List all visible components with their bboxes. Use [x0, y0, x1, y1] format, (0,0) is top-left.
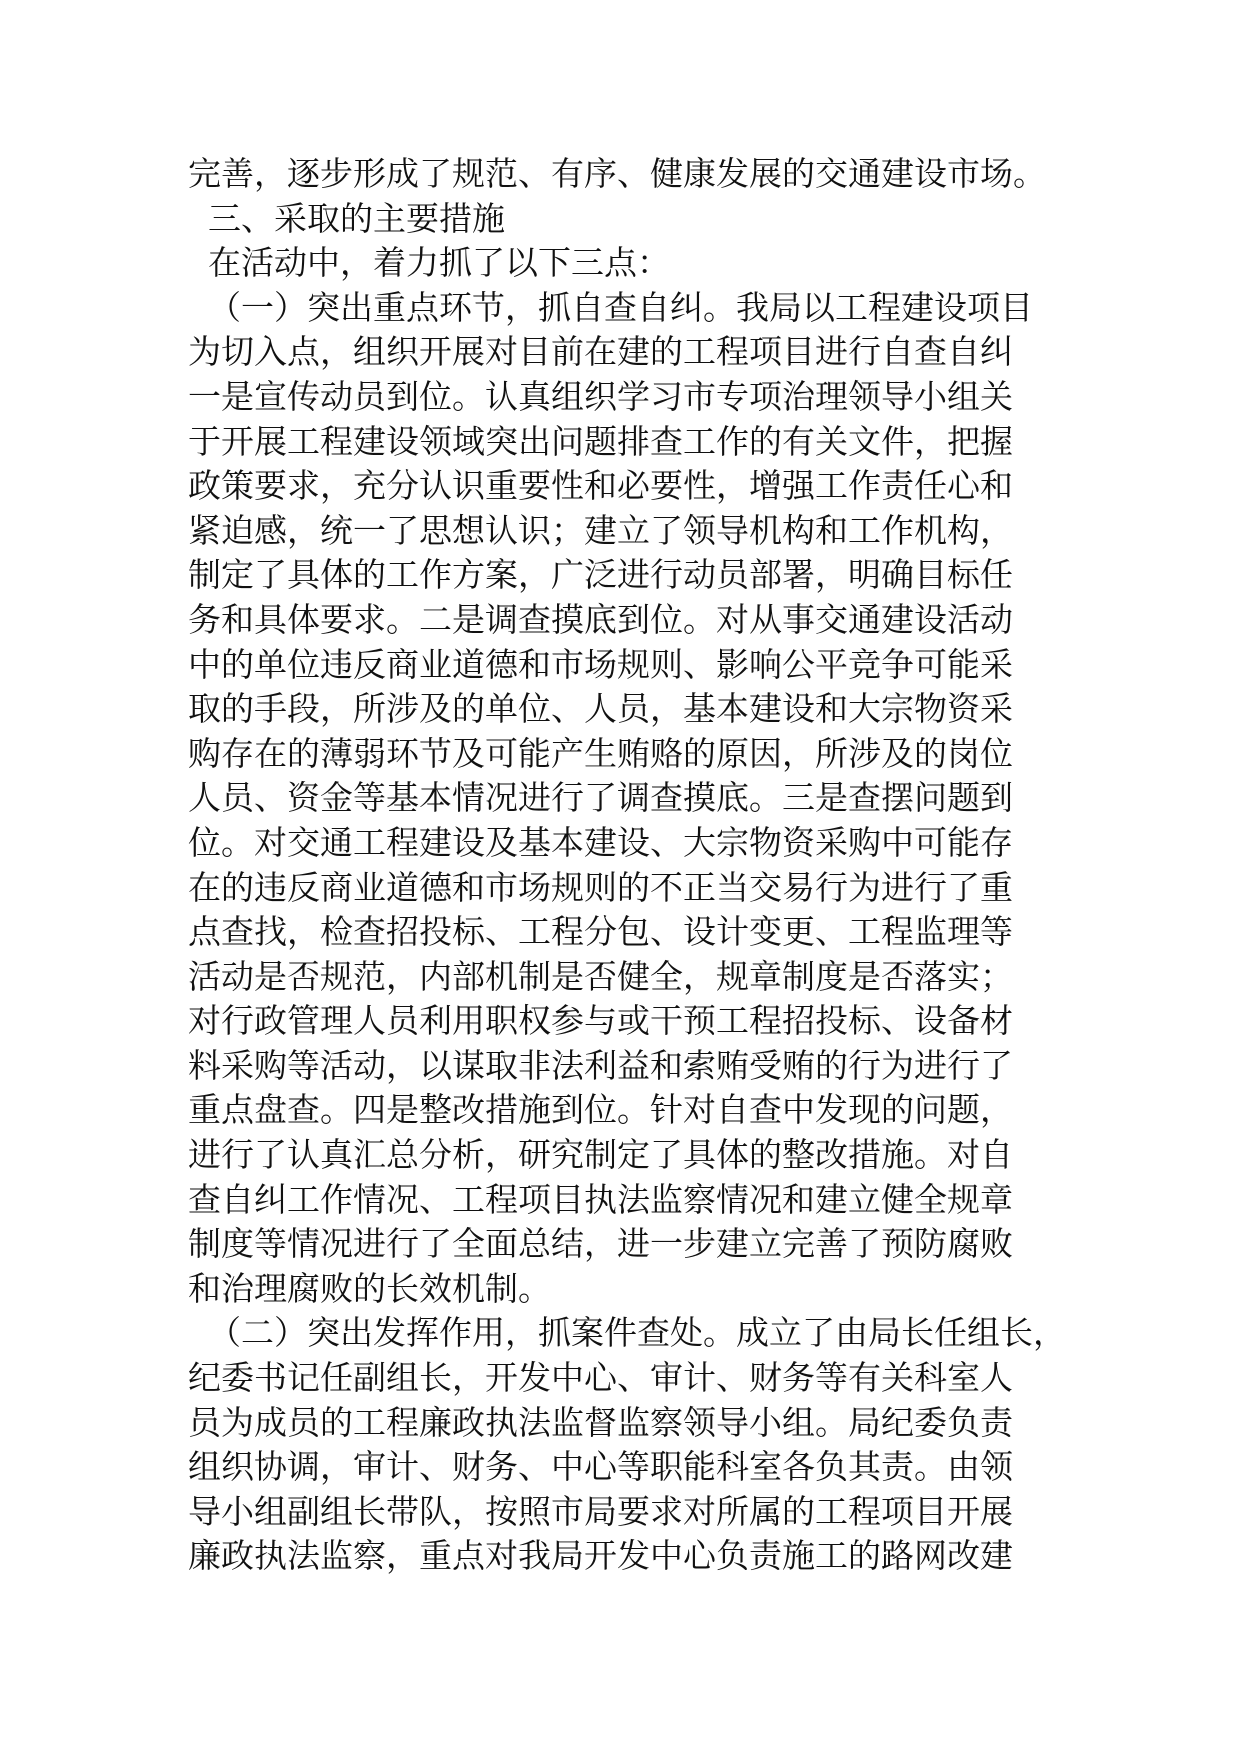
text-line: 点查找，检查招投标、工程分包、设计变更、工程监理等	[188, 912, 1013, 952]
section-heading: 三、采取的主要措施	[208, 198, 505, 238]
text-line: 制定了具体的工作方案，广泛进行动员部署，明确目标任	[188, 555, 1013, 595]
text-line: 重点盘查。四是整改措施到位。针对自查中发现的问题，	[188, 1090, 1013, 1130]
document-body	[188, 152, 1088, 1579]
text-line: 进行了认真汇总分析，研究制定了具体的整改措施。对自	[188, 1135, 1013, 1175]
text-line: 对行政管理人员利用职权参与或干预工程招投标、设备材	[188, 1001, 1013, 1041]
text-line: 务和具体要求。二是调查摸底到位。对从事交通建设活动	[188, 599, 1013, 639]
text-line: 于开展工程建设领域突出问题排查工作的有关文件，把握	[188, 421, 1013, 461]
text-line: 纪委书记任副组长，开发中心、审计、财务等有关科室人	[188, 1358, 1013, 1398]
text-line: 员为成员的工程廉政执法监督监察领导小组。局纪委负责	[188, 1402, 1013, 1442]
text-line: 在活动中，着力抓了以下三点：	[208, 243, 670, 283]
text-line: 完善，逐步形成了规范、有序、健康发展的交通建设市场。	[188, 154, 1046, 193]
text-line: 紧迫感，统一了思想认识；建立了领导机构和工作机构，	[188, 510, 1013, 550]
text-line: 活动是否规范，内部机制是否健全，规章制度是否落实；	[188, 956, 1013, 996]
text-line: 位。对交通工程建设及基本建设、大宗物资采购中可能存	[188, 822, 1013, 862]
text-line: 在的违反商业道德和市场规则的不正当交易行为进行了重	[188, 867, 1013, 907]
text-line: 一是宣传动员到位。认真组织学习市专项治理领导小组关	[188, 376, 1013, 416]
text-line: 导小组副组长带队，按照市局要求对所属的工程项目开展	[188, 1491, 1013, 1531]
text-line: 和治理腐败的长效机制。	[188, 1268, 551, 1308]
text-line: 中的单位违反商业道德和市场规则、影响公平竞争可能采	[188, 644, 1013, 684]
text-line: 制度等情况进行了全面总结，进一步建立完善了预防腐败	[188, 1224, 1013, 1264]
text-line: 为切入点，组织开展对目前在建的工程项目进行自查自纠	[188, 332, 1013, 372]
text-line: 人员、资金等基本情况进行了调查摸底。三是查摆问题到	[188, 778, 1013, 818]
text-line: 组织协调，审计、财务、中心等职能科室各负其责。由领	[188, 1447, 1013, 1487]
text-line: 取的手段，所涉及的单位、人员，基本建设和大宗物资采	[188, 689, 1013, 729]
text-line: 廉政执法监察，重点对我局开发中心负责施工的路网改建	[188, 1536, 1013, 1576]
text-line: 政策要求，充分认识重要性和必要性，增强工作责任心和	[188, 466, 1013, 506]
subsection-heading-line: （二）突出发挥作用，抓案件查处。成立了由局长任组长，	[208, 1313, 1066, 1353]
text-line: 料采购等活动，以谋取非法利益和索贿受贿的行为进行了	[188, 1045, 1013, 1085]
subsection-heading-line: （一）突出重点环节，抓自查自纠。我局以工程建设项目	[208, 287, 1033, 327]
text-line: 查自纠工作情况、工程项目执法监察情况和建立健全规章	[188, 1179, 1013, 1219]
text-line: 购存在的薄弱环节及可能产生贿赂的原因，所涉及的岗位	[188, 733, 1013, 773]
